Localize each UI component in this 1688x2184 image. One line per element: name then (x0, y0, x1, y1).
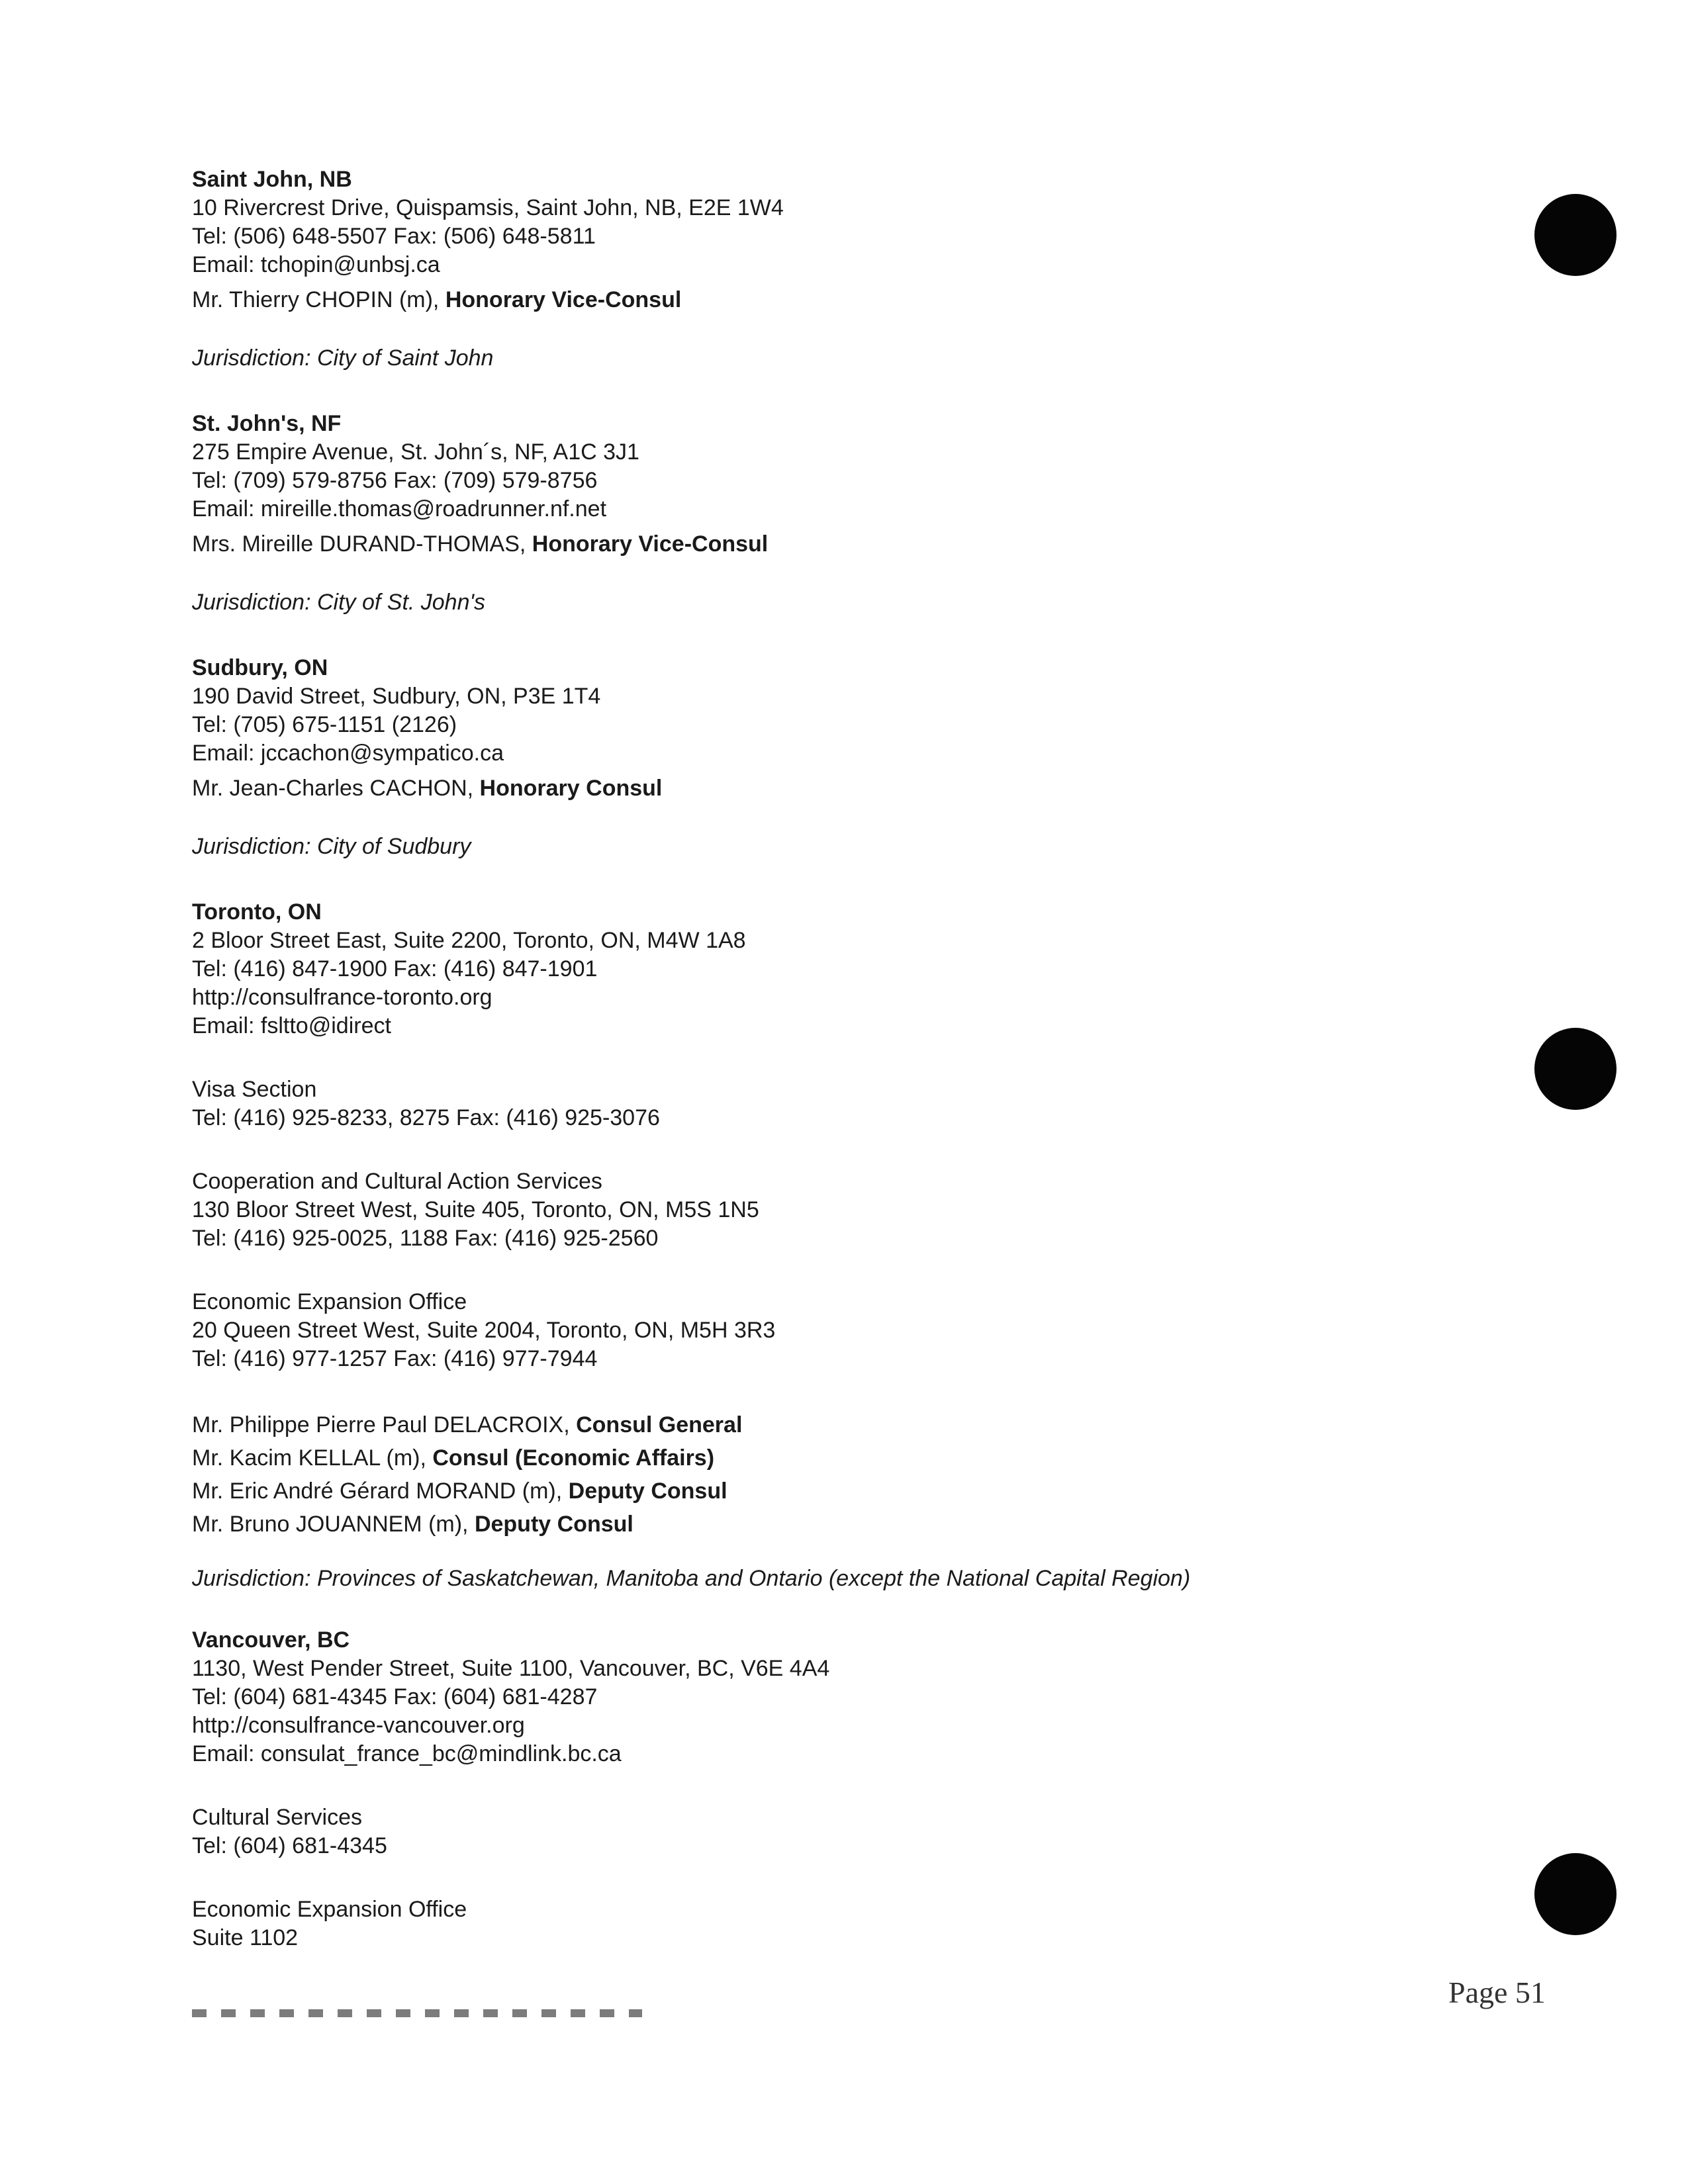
officer-line (192, 527, 1450, 561)
cultural-services-label: Cultural Services (192, 1805, 362, 1830)
officer-title: Consul (Economic Affairs) (432, 1445, 715, 1471)
officer-line (192, 1441, 1450, 1475)
officer-title: Consul General (576, 1412, 743, 1437)
officer-name: Mr. Philippe Pierre Paul DELACROIX, (192, 1412, 577, 1437)
officer-name: Mr. Eric André Gérard MORAND (m), (192, 1479, 569, 1504)
phone-line: Tel: (709) 579-8756 Fax: (709) 579-8756 (192, 468, 598, 493)
jurisdiction: Jurisdiction: Provinces of Saskatchewan, Manitoba and Ontario (except the National Capital Region) (192, 1566, 1191, 1591)
officer-title: Deputy Consul (474, 1512, 633, 1537)
officer-list (192, 1408, 1450, 1541)
phone-line: Tel: (506) 648-5507 Fax: (506) 648-5811 (192, 224, 596, 249)
visa-section-phone: Tel: (416) 925-8233, 8275 Fax: (416) 925-3076 (192, 1105, 660, 1130)
officer-line (192, 283, 1450, 316)
economic-office-address: 20 Queen Street West, Suite 2004, Toronto, ON, M5H 3R3 (192, 1318, 776, 1343)
cultural-services-phone: Tel: (604) 681-4345 (192, 1833, 387, 1858)
city-heading: Vancouver, BC (192, 1627, 350, 1653)
officer-name: Mr. Bruno JOUANNEM (m), (192, 1512, 475, 1537)
officer-line (192, 1475, 1450, 1508)
cultural-services-phone: Tel: (416) 925-0025, 1188 Fax: (416) 925-2560 (192, 1226, 659, 1251)
address-line: 1130, West Pender Street, Suite 1100, Vancouver, BC, V6E 4A4 (192, 1656, 830, 1681)
economic-office-label: Economic Expansion Office (192, 1897, 467, 1922)
economic-office-suite: Suite 1102 (192, 1925, 299, 1950)
city-heading: Saint John, NB (192, 167, 352, 192)
punch-hole-bottom (1534, 1853, 1617, 1935)
entry-st-johns (192, 410, 1450, 617)
officer-line (192, 1408, 1450, 1441)
officer-name: Mr. Jean-Charles CACHON, (192, 776, 480, 801)
address-line: 10 Rivercrest Drive, Quispamsis, Saint John, NB, E2E 1W4 (192, 195, 784, 220)
document-body (192, 165, 1450, 1952)
officer-line (192, 1508, 1450, 1541)
cultural-services-address: 130 Bloor Street West, Suite 405, Toronto, ON, M5S 1N5 (192, 1197, 759, 1222)
entry-vancouver (192, 1626, 1450, 1952)
email-line: Email: mireille.thomas@roadrunner.nf.net (192, 496, 607, 522)
email-line: Email: tchopin@unbsj.ca (192, 252, 440, 277)
jurisdiction: Jurisdiction: City of Sudbury (192, 834, 471, 859)
officer-name: Mr. Kacim KELLAL (m), (192, 1445, 433, 1471)
email-line: Email: fsltto@idirect (192, 1013, 391, 1038)
officer-name: Mrs. Mireille DURAND-THOMAS, (192, 531, 532, 557)
officer-title: Honorary Consul (479, 776, 663, 801)
entry-toronto (192, 898, 1450, 1593)
economic-office-label: Economic Expansion Office (192, 1289, 467, 1314)
jurisdiction: Jurisdiction: City of St. John's (192, 590, 485, 615)
phone-line: Tel: (416) 847-1900 Fax: (416) 847-1901 (192, 956, 598, 981)
website-link[interactable]: http://consulfrance-toronto.org (192, 985, 492, 1010)
officer-title: Deputy Consul (568, 1479, 727, 1504)
address-line: 2 Bloor Street East, Suite 2200, Toronto, ON, M4W 1A8 (192, 928, 746, 953)
cut-off-text-line (192, 2009, 642, 2017)
city-heading: Toronto, ON (192, 899, 322, 925)
phone-line: Tel: (705) 675-1151 (2126) (192, 712, 457, 737)
officer-name: Mr. Thierry CHOPIN (m), (192, 287, 445, 312)
economic-office-phone: Tel: (416) 977-1257 Fax: (416) 977-7944 (192, 1346, 598, 1371)
page-number: Page 51 (1448, 1976, 1546, 2009)
entry-sudbury (192, 654, 1450, 861)
city-heading: Sudbury, ON (192, 655, 328, 680)
entry-saint-john (192, 165, 1450, 373)
punch-hole-top (1534, 194, 1617, 276)
punch-hole-middle (1534, 1028, 1617, 1110)
officer-title: Honorary Vice-Consul (445, 287, 682, 312)
phone-line: Tel: (604) 681-4345 Fax: (604) 681-4287 (192, 1684, 598, 1709)
officer-title: Honorary Vice-Consul (532, 531, 769, 557)
officer-line (192, 772, 1450, 805)
cultural-services-label: Cooperation and Cultural Action Services (192, 1169, 602, 1194)
website-link[interactable]: http://consulfrance-vancouver.org (192, 1713, 525, 1738)
email-line: Email: jccachon@sympatico.ca (192, 741, 504, 766)
address-line: 190 David Street, Sudbury, ON, P3E 1T4 (192, 684, 601, 709)
jurisdiction: Jurisdiction: City of Saint John (192, 345, 494, 371)
city-heading: St. John's, NF (192, 411, 342, 436)
visa-section-label: Visa Section (192, 1077, 317, 1102)
address-line: 275 Empire Avenue, St. John´s, NF, A1C 3J1 (192, 439, 639, 465)
email-line: Email: consulat_france_bc@mindlink.bc.ca (192, 1741, 622, 1766)
